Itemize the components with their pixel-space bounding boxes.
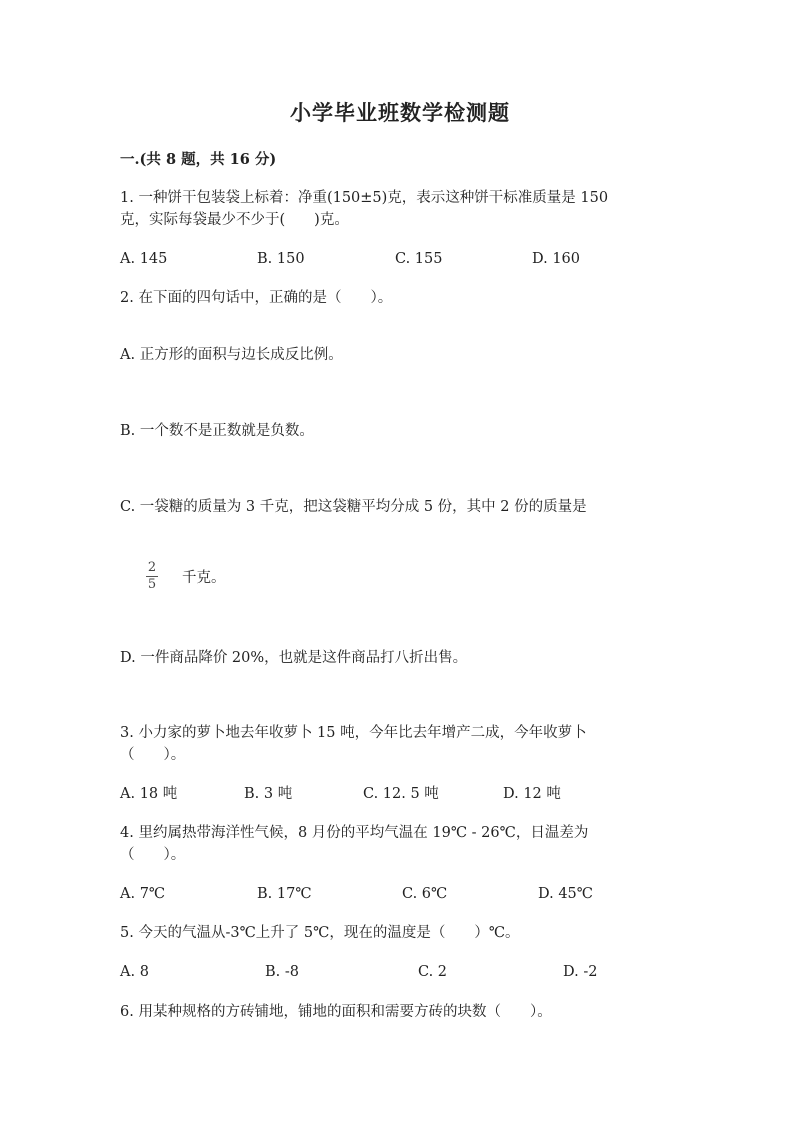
question-2-option-c-tail: 千克。 [182,570,226,586]
fraction-denominator: 5 [147,577,157,592]
question-1-option-b: B. 150 [257,251,305,267]
question-5-option-c: C. 2 [418,964,448,980]
question-4-option-d: D. 45℃ [538,886,593,902]
page-title: 小学毕业班数学检测题 [290,100,510,125]
question-4-option-b: B. 17℃ [257,886,312,902]
question-6-text: 6. 用某种规格的方砖铺地，铺地的面积和需要方砖的块数（ ）。 [120,1004,552,1020]
question-1-option-a: A. 145 [120,251,168,267]
question-4-option-a: A. 7℃ [120,886,166,902]
question-3-text-line2: （ ）。 [120,747,186,763]
section-heading: 一.(共 8 题，共 16 分) [120,151,277,168]
question-1-option-d: D. 160 [532,251,581,267]
fraction-numerator: 2 [147,560,157,575]
question-2-option-c: C. 一袋糖的质量为 3 千克，把这袋糖平均分成 5 份，其中 2 份的质量是 [120,499,587,515]
question-5-text: 5. 今天的气温从-3℃上升了 5℃，现在的温度是（ ）℃。 [120,925,520,941]
fraction-two-fifths [144,561,160,592]
question-1-text-line1: 1. 一种饼干包装袋上标着：净重(150±5)克，表示这种饼干标准质量是 150 [120,190,609,206]
question-3-option-b: B. 3 吨 [244,786,293,802]
question-3-option-a: A. 18 吨 [120,786,178,802]
question-2-option-b: B. 一个数不是正数就是负数。 [120,423,314,439]
question-3-option-d: D. 12 吨 [503,786,561,802]
question-5-option-a: A. 8 [120,964,149,980]
question-4-option-c: C. 6℃ [402,886,448,902]
question-5-option-b: B. -8 [265,964,299,980]
question-2-option-a: A. 正方形的面积与边长成反比例。 [120,347,343,363]
question-3-option-c: C. 12. 5 吨 [363,786,439,802]
question-4-text-line1: 4. 里约属热带海洋性气候，8 月份的平均气温在 19℃ - 26℃，日温差为 [120,825,589,841]
question-1-option-c: C. 155 [395,251,443,267]
question-2-option-d: D. 一件商品降价 20%，也就是这件商品打八折出售。 [120,650,468,666]
question-3-text-line1: 3. 小力家的萝卜地去年收萝卜 15 吨，今年比去年增产二成，今年收萝卜 [120,725,587,741]
question-2-text: 2. 在下面的四句话中，正确的是（ ）。 [120,290,393,306]
question-1-text-line2: 克，实际每袋最少不少于( )克。 [120,212,349,228]
question-4-text-line2: （ ）。 [120,847,186,863]
question-5-option-d: D. -2 [563,964,598,980]
